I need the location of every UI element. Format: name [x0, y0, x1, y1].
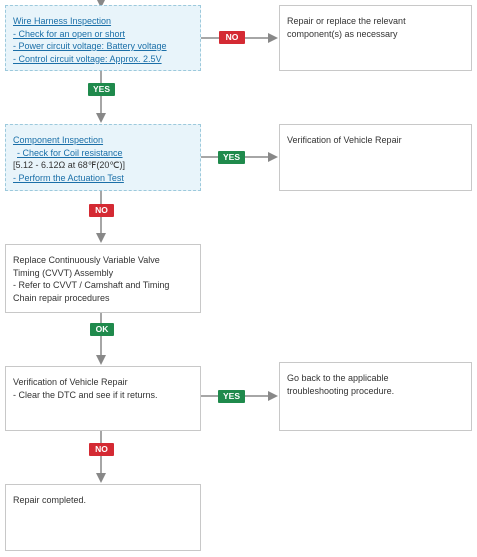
replace-cvvt-box [5, 244, 201, 313]
component-inspection-box [5, 124, 201, 191]
replace-cvvt-line-1: Replace Continuously Variable Valve [13, 255, 160, 265]
go-back-line-1: Go back to the applicable [287, 373, 389, 383]
yes-badge-3: YES [218, 390, 245, 403]
repair-replace-line-1: Repair or replace the relevant [287, 16, 406, 26]
verification-1-text: Verification of Vehicle Repair [287, 135, 402, 145]
yes-badge-2: YES [218, 151, 245, 164]
control-circuit-voltage-link[interactable]: - Control circuit voltage: Approx. 2.5V [13, 53, 162, 64]
wire-harness-inspection-box [5, 5, 201, 71]
ok-badge: OK [90, 323, 114, 336]
replace-cvvt-line-4: Chain repair procedures [13, 292, 110, 303]
repair-replace-line-2: component(s) as necessary [287, 28, 398, 39]
power-circuit-voltage-link[interactable]: - Power circuit voltage: Battery voltage [13, 41, 167, 51]
wire-harness-title-link[interactable]: Wire Harness Inspection [13, 16, 112, 26]
go-back-line-2: troubleshooting procedure. [287, 385, 395, 396]
replace-cvvt-line-3: - Refer to CVVT / Camshaft and Timing [13, 280, 170, 290]
no-badge-1: NO [219, 31, 245, 44]
coil-resistance-spec: [5.12 - 6.12Ω at 68℉(20℃)] [13, 160, 125, 170]
verification-2-line-1: Verification of Vehicle Repair [13, 377, 128, 387]
verification-repair-box-2 [5, 366, 201, 431]
yes-badge-1: YES [88, 83, 115, 96]
check-open-short-link[interactable]: - Check for an open or short [13, 28, 126, 39]
repair-completed-box [5, 484, 201, 551]
repair-replace-box [279, 5, 472, 71]
repair-completed-text: Repair completed. [13, 495, 87, 505]
verification-2-line-2: - Clear the DTC and see if it returns. [13, 389, 158, 400]
no-badge-2: NO [89, 204, 114, 217]
go-back-box [279, 362, 472, 431]
actuation-test-link[interactable]: - Perform the Actuation Test [13, 172, 124, 183]
no-badge-3: NO [89, 443, 114, 456]
replace-cvvt-line-2: Timing (CVVT) Assembly [13, 267, 114, 278]
component-inspection-title-link[interactable]: Component Inspection [13, 135, 104, 145]
verification-repair-box-1 [279, 124, 472, 191]
check-coil-resistance-link[interactable]: - Check for Coil resistance [17, 147, 123, 158]
